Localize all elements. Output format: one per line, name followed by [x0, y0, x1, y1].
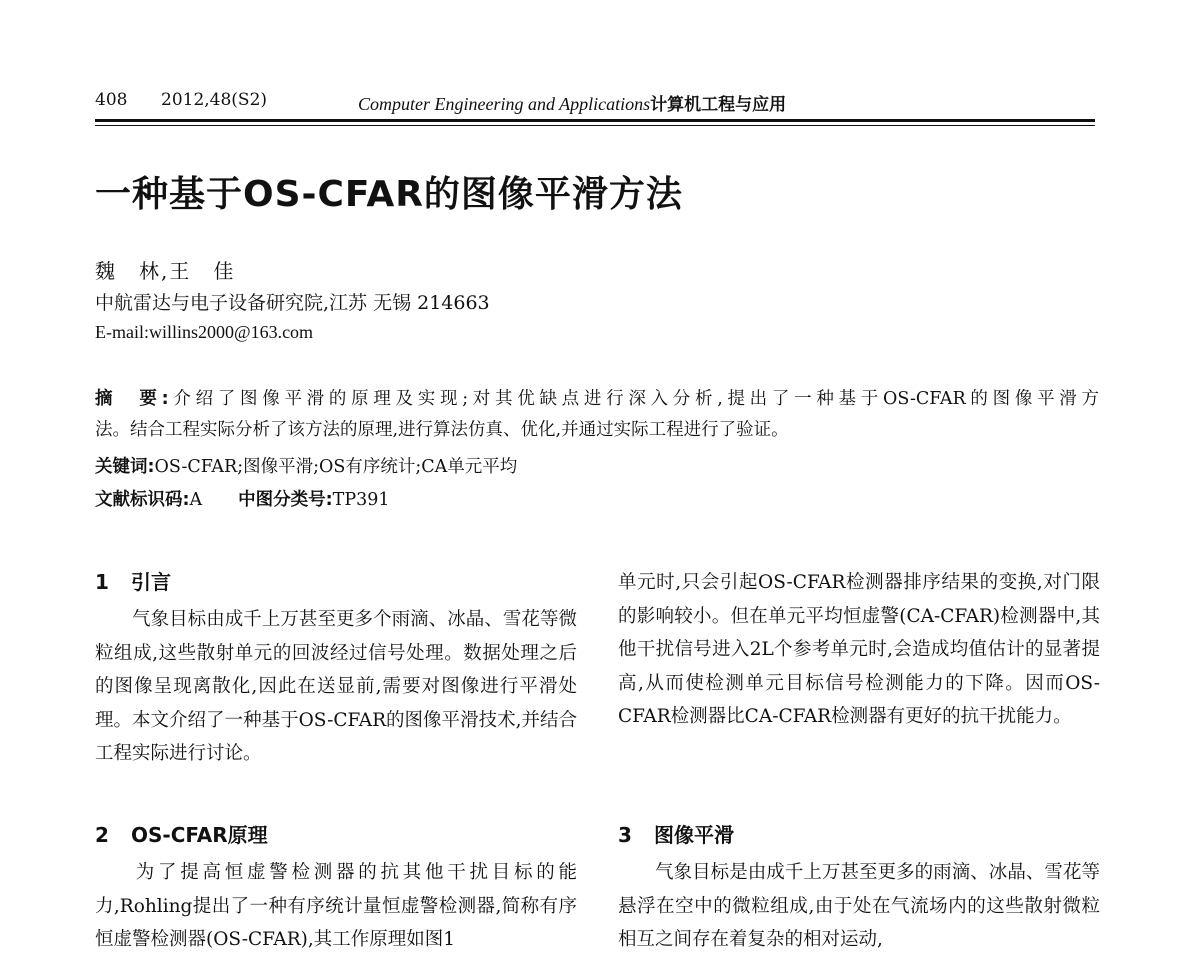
affiliation: 中航雷达与电子设备研究院,江苏 无锡 214663 — [95, 292, 490, 314]
section-1-number: 1 — [95, 570, 109, 594]
section-3-number: 3 — [618, 823, 632, 847]
clc-code: TP391 — [332, 490, 390, 510]
journal-name — [358, 90, 786, 115]
right-column — [618, 566, 1100, 956]
doc-code: A — [189, 490, 203, 510]
running-header — [95, 90, 1095, 116]
section-3-heading — [618, 819, 734, 853]
section-2-number: 2 — [95, 823, 109, 847]
section-2-heading — [95, 819, 268, 853]
header-rule-thick — [95, 119, 1095, 122]
header-rule-thin — [95, 125, 1095, 126]
paper-title: 一种基于OS-CFAR的图像平滑方法 — [95, 174, 683, 215]
keywords-text: OS-CFAR;图像平滑;OS有序统计;CA单元平均 — [154, 457, 518, 477]
section-1-title: 引言 — [131, 570, 171, 594]
section-2-text: 为了提高恒虚警检测器的抗其他干扰目标的能力,Rohling提出了一种有序统计量恒虚警检测器,简称有序恒虚警检测器(OS-CFAR),其工作原理如图1 — [95, 862, 577, 950]
section-3-paragraph — [618, 856, 1100, 957]
abstract-text-2: 法。结合工程实际分析了该方法的原理,进行算法仿真、优化,并通过实际工程进行了验证。 — [95, 420, 789, 440]
section-1-paragraph — [95, 603, 577, 771]
section-3-text: 气象目标是由成千上万甚至更多的雨滴、冰晶、雪花等悬浮在空中的微粒组成,由于处在气流场内的这些散射微粒相互之间存在着复杂的相对运动, — [618, 862, 1100, 950]
author-email: E-mail:willins2000@163.com — [95, 322, 314, 342]
page-number: 408 — [95, 90, 128, 110]
classification — [95, 486, 390, 511]
section-1-heading — [95, 566, 171, 600]
section-3-title: 图像平滑 — [654, 823, 734, 847]
abstract-line-1 — [95, 384, 1099, 415]
section-1-text: 气象目标由成千上万甚至更多个雨滴、冰晶、雪花等微粒组成,这些散射单元的回波经过信号处理。数据处理之后的图像呈现离散化,因此在送显前,需要对图像进行平滑处理。本文介绍了一种基于OS-CFAR的图像平滑技术,并结合工程实际进行讨论。 — [95, 609, 577, 764]
right-continuation-text: 单元时,只会引起OS-CFAR检测器排序结果的变换,对门限的影响较小。但在单元平均恒虚警(CA-CFAR)检测器中,其他干扰信号进入2L个参考单元时,会造成均值估计的显著提高,从而使检测单元目标信号检测能力的下降。因而OS-CFAR检测器比CA-CFAR检测器有更好的抗干扰能力。 — [618, 572, 1100, 727]
abstract-text-1: 介绍了图像平滑的原理及实现;对其优缺点进行深入分析,提出了一种基于OS-CFAR的图像平滑方 — [168, 389, 1099, 409]
authors: 魏 林,王 佳 — [95, 259, 236, 283]
journal-name-en: Computer Engineering and Applications — [358, 94, 651, 114]
abstract — [95, 384, 1099, 446]
section-2-paragraph — [95, 856, 577, 957]
clc-label: 中图分类号: — [238, 490, 333, 510]
keywords-label: 关键词: — [95, 457, 155, 477]
abstract-label: 摘 要: — [95, 389, 169, 409]
journal-name-cn: 计算机工程与应用 — [650, 95, 787, 115]
doc-code-label: 文献标识码: — [95, 490, 190, 510]
keywords — [95, 453, 517, 478]
right-continuation-paragraph — [618, 566, 1100, 734]
section-2-title: OS-CFAR原理 — [131, 823, 268, 847]
volume-issue: 2012,48(S2) — [161, 90, 268, 110]
left-column — [95, 566, 577, 956]
